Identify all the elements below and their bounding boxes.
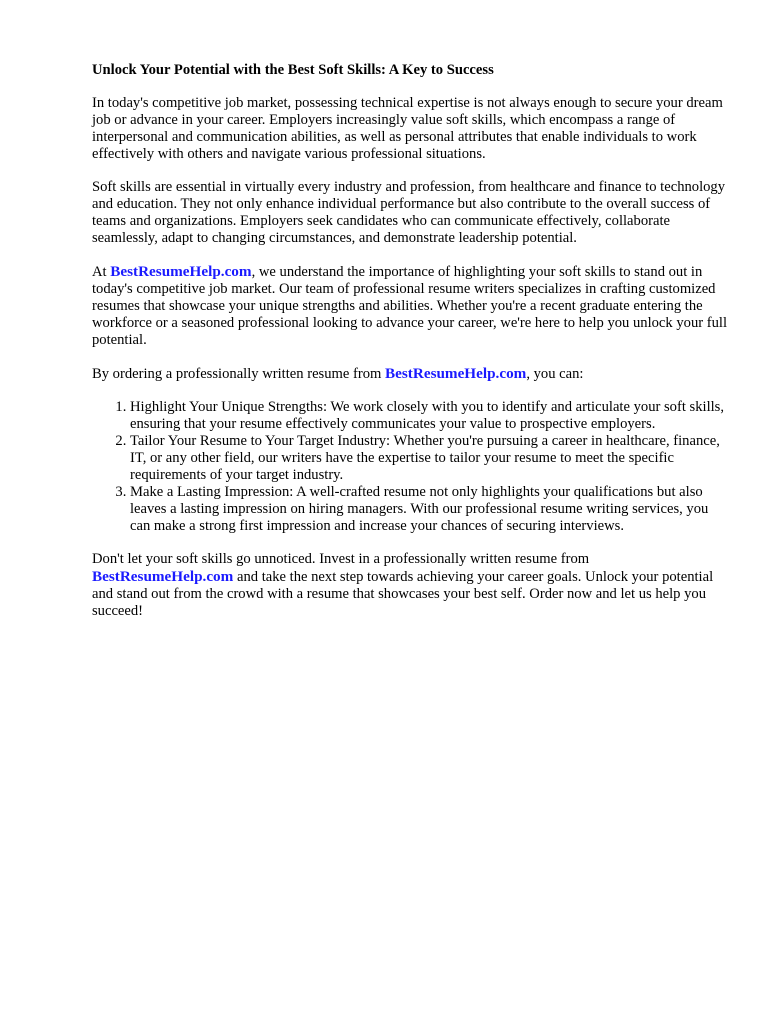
bestresumehelp-link[interactable]: BestResumeHelp.com [385,365,527,382]
paragraph-closing-suffix: and take the next step towards achieving your career goals. Unlock your potential and stand out from the crowd with a resume that showcases your best self. Order now and let us help you succeed! [92,569,714,619]
benefits-list [92,399,732,535]
paragraph-closing [92,551,732,620]
bestresumehelp-link[interactable]: BestResumeHelp.com [92,568,234,585]
paragraph-intro: In today's competitive job market, possessing technical expertise is not always enough to secure your dream job or advance in your career. Employers increasingly value soft skills, which encompass a range of interpersonal and communication abilities, as well as personal attributes that enable individuals to work effectively with others and navigate various professional situations. [92,95,723,162]
paragraph-soft-skills: Soft skills are essential in virtually every industry and profession, from healthcare and finance to technology and education. They not only enhance individual performance but also contribute to the overall success of teams and organizations. Employers seek candidates who can communicate effectively, collaborate seamlessly, adapt to changing circumstances, and demonstrate leadership potential. [92,179,726,246]
list-item: 1. Highlight Your Unique Strengths: We work closely with you to identify and articulate your soft skills, ensuring that your resume effectively communicates your value to prospective employers. [130,399,732,433]
paragraph-closing-prefix: Don't let your soft skills go unnoticed. Invest in a professionally written resume from [92,551,590,567]
list-item: 2. Tailor Your Resume to Your Target Industry: Whether you're pursuing a career in healthcare, finance, IT, or any other field, our writers have the expertise to tailor your resume to meet the specific requirements of your target industry. [130,433,732,484]
paragraph-ordering [92,365,732,383]
document-page [92,62,732,636]
document-title: Unlock Your Potential with the Best Soft Skills: A Key to Success [92,62,494,78]
bestresumehelp-link[interactable]: BestResumeHelp.com [110,263,252,280]
paragraph-ordering-suffix: , you can: [526,366,584,382]
paragraph-about-prefix: At [92,264,111,280]
list-item: 3. Make a Lasting Impression: A well-crafted resume not only highlights your qualifications but also leaves a lasting impression on hiring managers. With our professional resume writing services, you can make a strong first impression and increase your chances of securing interviews. [130,484,732,535]
paragraph-ordering-prefix: By ordering a professionally written resume from [92,366,386,382]
paragraph-about [92,263,732,349]
paragraph-about-suffix: , we understand the importance of highlighting your soft skills to stand out in today's competitive job market. Our team of professional resume writers specializes in crafting customized resumes that showcase your unique strengths and abilities. Whether you're a recent graduate entering the workforce or a seasoned professional looking to advance your career, we're here to help you unlock your full potential. [92,264,728,348]
